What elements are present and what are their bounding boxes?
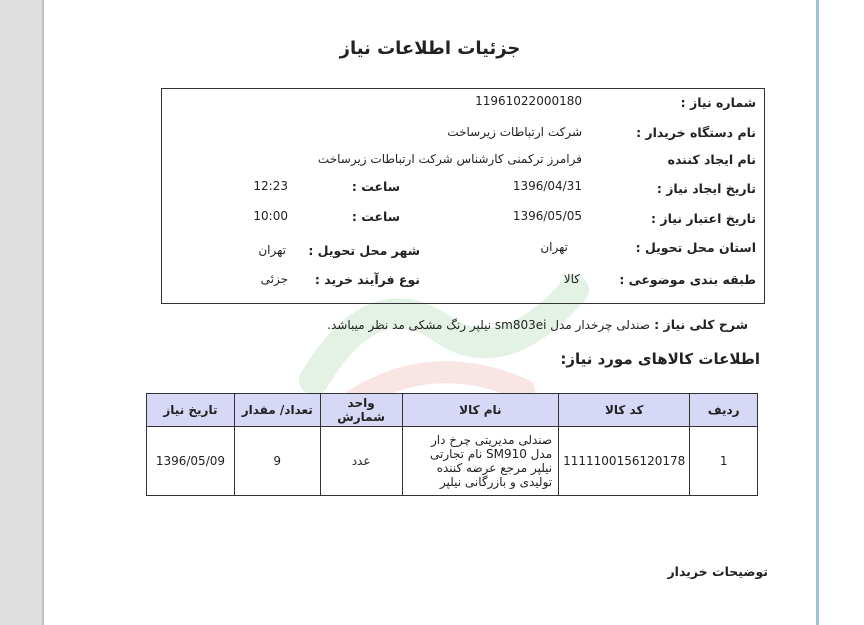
city-label: شهر محل تحویل : <box>308 243 420 258</box>
created-time-label: ساعت : <box>351 179 400 194</box>
description-label: شرح کلی نیاز : <box>654 317 748 332</box>
valid-time-value: 10:00 <box>253 209 288 223</box>
page-title: جزئیات اطلاعات نیاز <box>339 38 521 59</box>
purchase-type-label: نوع فرآیند خرید : <box>314 272 420 287</box>
created-time-value: 12:23 <box>253 179 288 193</box>
buyer-notes-label: توضیحات خریدار <box>667 564 768 579</box>
description-value: صندلی چرخدار مدل sm803ei نیلپر رنگ مشکی مد نظر میباشد. <box>327 318 650 332</box>
valid-time-label: ساعت : <box>351 209 400 224</box>
buyer-org-label: نام دستگاه خریدار : <box>636 125 756 140</box>
province-value: تهران <box>540 240 568 254</box>
need-number-value: 1196102200018‌0 <box>475 94 582 108</box>
cell-need-date: 1396/05/09 <box>147 427 235 496</box>
created-date-label: تاریخ ایجاد نیاز : <box>656 181 756 196</box>
province-label: استان محل تحویل : <box>635 240 756 255</box>
category-label: طبقه بندی موضوعی : <box>619 272 756 287</box>
cell-goods-name: صندلی مدیریتی چرخ دار مدل SM910 نام تجارتی نیلپر مرجع عرضه کننده تولیدی و بازرگانی نیلپر <box>402 427 559 496</box>
items-table-header <box>147 394 758 427</box>
header-goods-name: نام کالا <box>402 394 559 427</box>
items-table <box>146 393 758 496</box>
cell-unit: عدد <box>320 427 402 496</box>
right-page-border <box>816 0 819 625</box>
creator-value: فرامرز ترکمنی کارشناس شرکت ارتباطات زیرساخت <box>317 152 582 166</box>
cell-goods-code: 1111100156120178 <box>559 427 690 496</box>
city-value: تهران <box>258 243 286 257</box>
table-row <box>147 427 758 496</box>
need-info-box <box>161 88 765 304</box>
cell-row-number: 1 <box>690 427 758 496</box>
created-date-value: 1396/04/31 <box>512 179 582 193</box>
header-goods-code: کد کالا <box>559 394 690 427</box>
items-section-title: اطلاعات کالاهای مورد نیاز: <box>560 350 760 368</box>
header-need-date: تاریخ نیاز <box>147 394 235 427</box>
purchase-type-value: جزئی <box>260 272 288 286</box>
valid-date-value: 1396/05/05 <box>512 209 582 223</box>
left-gray-margin <box>0 0 42 625</box>
buyer-org-value: شرکت ارتباطات زیرساخت <box>447 125 582 139</box>
header-row-number: ردیف <box>690 394 758 427</box>
valid-date-label: تاریخ اعتبار نیاز : <box>651 211 756 226</box>
header-quantity: تعداد/ مقدار <box>234 394 320 427</box>
document-page <box>44 0 816 625</box>
creator-label: نام ایجاد کننده <box>667 152 756 167</box>
category-value: کالا <box>563 272 580 286</box>
need-number-label: شماره نیاز : <box>680 95 756 110</box>
cell-quantity: 9 <box>234 427 320 496</box>
header-unit: واحد شمارش <box>320 394 402 427</box>
